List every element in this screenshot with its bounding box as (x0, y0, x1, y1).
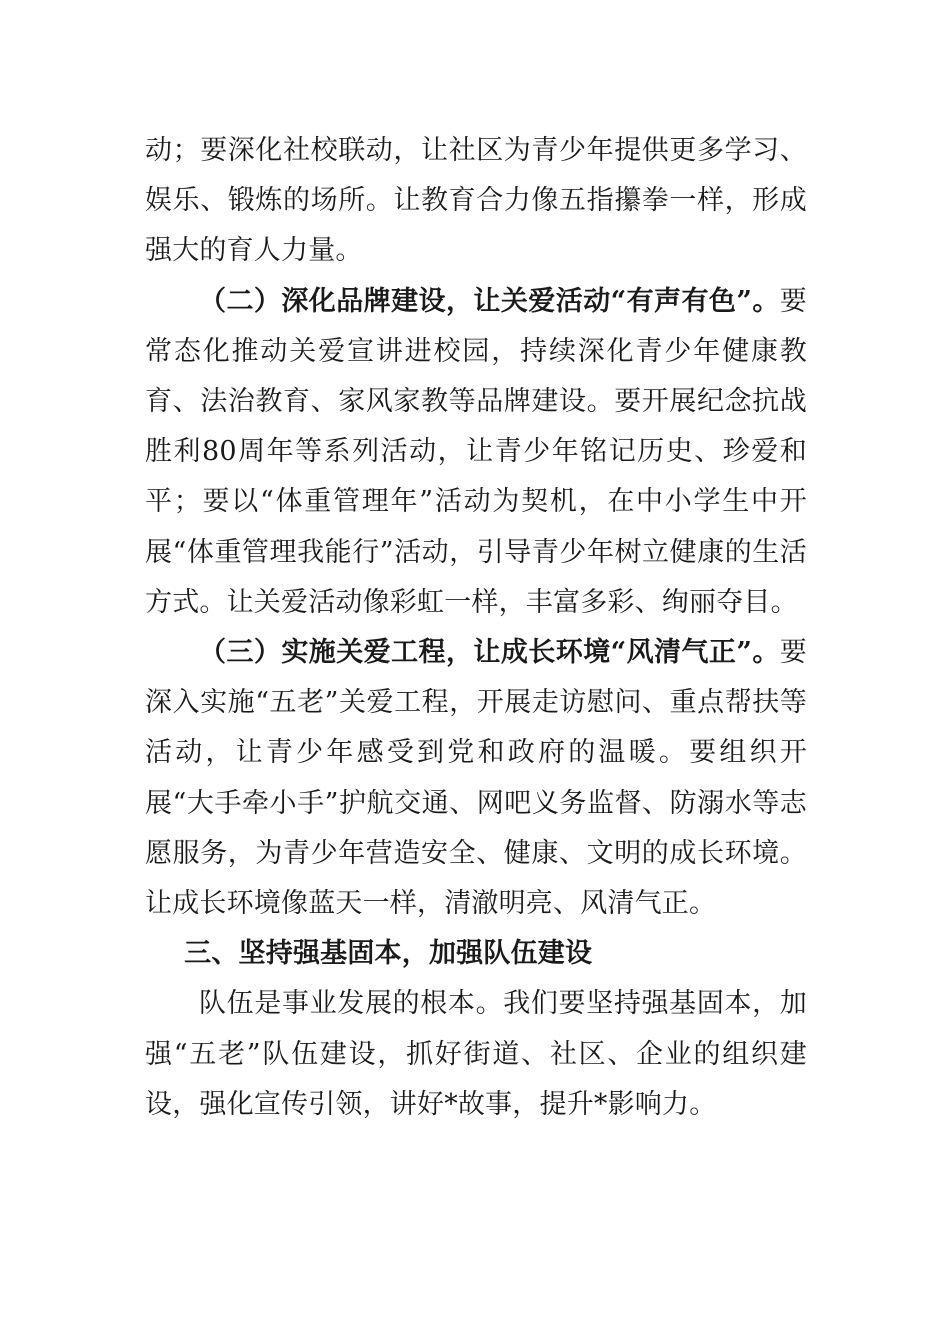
paragraph-body-care: 要深入实施“五老”关爱工程，开展走访慰问、重点帮扶等活动，让青少年感受到党和政府的温暖。要组织开展“大手牵小手”护航交通、网吧义务监督、防溺水等志愿服务，为青少年营造安全、健康、文明的成长环境。让成长环境像蓝天一样，清澈明亮、风清气正。 (145, 637, 807, 920)
paragraph-body-brand: 要常态化推动关爱宣讲进校园，持续深化青少年健康教育、法治教育、家风家教等品牌建设。要开展纪念抗战胜利80周年等系列活动，让青少年铭记历史、珍爱和平；要以“体重管理年”活动为契机，在中小学生中开展“体重管理我能行”活动，引导青少年树立健康的生活方式。让关爱活动像彩虹一样，丰富多彩、绚丽夺目。 (145, 285, 807, 618)
paragraph-brand-building (145, 277, 807, 628)
paragraph-lead-care: （三）实施关爱工程，让成长环境“风清气正”。 (199, 637, 780, 669)
paragraph-continued: 动；要深化社校联动，让社区为青少年提供更多学习、娱乐、锻炼的场所。让教育合力像五指攥拳一样，形成强大的育人力量。 (145, 135, 807, 267)
section-heading-three: 三、坚持强基固本，加强队伍建设 (184, 938, 593, 970)
paragraph-team-building: 队伍是事业发展的根本。我们要坚持强基固本，加强“五老”队伍建设，抓好街道、社区、企业的组织建设，强化宣传引领，讲好*故事，提升*影响力。 (145, 988, 807, 1120)
paragraph-lead-brand: （二）深化品牌建设，让关爱活动“有声有色”。 (199, 285, 780, 317)
document-page (145, 126, 807, 1130)
paragraph-care-project (145, 628, 807, 929)
